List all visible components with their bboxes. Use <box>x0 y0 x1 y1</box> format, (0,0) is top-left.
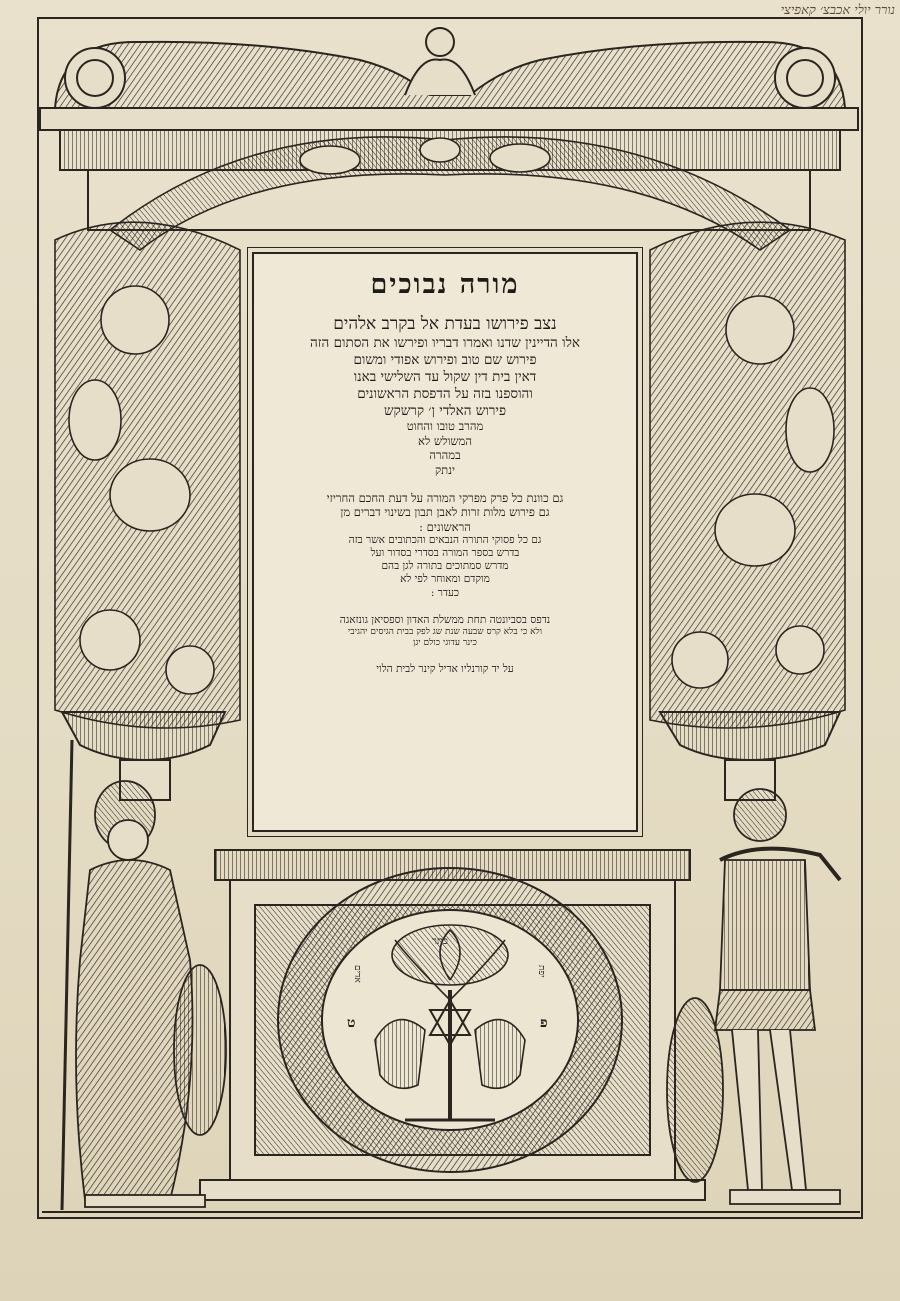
title-line: במהרה <box>429 448 461 463</box>
additions-line: גם פירוש מלות זרות לאבן תבון בשינוי דברים מן <box>340 505 550 520</box>
additions-line: גם כל פסוקי התורה הנבאים והכתובים אשר בזה <box>348 534 542 546</box>
additions-line: מדרש סמתוכים בתורה לגן בהם <box>381 560 509 573</box>
imprint-line: כינר עדוגי כולם יגן <box>413 638 477 648</box>
title-line: דאין בית דין שקול עד השלישי באנו <box>353 368 537 385</box>
left-armored-figure <box>62 740 226 1210</box>
top-scroll-ornament <box>55 28 845 108</box>
cornice <box>40 108 858 130</box>
additions-line: מוקדם ומאוחר לפי לא <box>400 573 490 586</box>
printers-mark-crown-label: כתר <box>432 936 448 947</box>
left-fruit-column <box>55 222 240 728</box>
title-text-panel <box>252 252 638 832</box>
left-vase <box>62 712 225 800</box>
additions-line: בדרש בספר המורה בסדרי בסדור ועל <box>370 547 520 560</box>
additions-line: גם כוונת כל פרק מפרקי המורה על דעת החכם החריזי <box>326 490 564 505</box>
printers-mark-left-word: אדים <box>352 965 362 983</box>
additions-line: כעדר : <box>430 586 460 599</box>
title-line: אלו הדיינין שדנו ואמרו דבריו ופירשו את הסתום הזה <box>310 335 580 351</box>
right-vase <box>660 712 840 800</box>
printers-mark-left-letter: ט <box>347 1015 356 1031</box>
title-line: פירוש האלדי ן׳ קרשקש <box>383 402 507 419</box>
book-title: מורה נבוכים <box>370 269 520 300</box>
book-subtitle: נצב פירושו בעדת אל בקרב אלהים <box>333 313 557 334</box>
additions-line: הראשונים : <box>419 519 471 534</box>
printers-mark-right-letter: פ <box>540 1015 548 1031</box>
imprint-line: ולא כי בלא קרס שבעה שנת שג לפק בבית הגיסים יהגיבי <box>347 626 543 637</box>
printer-line: על יד קורנליו אדיל קינר לבית הלוי <box>376 663 514 676</box>
title-line: ינתק <box>435 462 455 477</box>
title-line: מהרב טובו והחוט <box>406 419 484 434</box>
printers-mark-right-word: יפת <box>536 965 546 978</box>
right-fruit-column <box>650 222 845 728</box>
title-line: והוספנו בזה על הדפסת הראשונים <box>357 385 533 402</box>
right-armored-figure <box>667 789 840 1204</box>
title-line: פירוש שם טוב ופירוש אפודי ומשום <box>353 351 537 368</box>
title-line: המשולש לא <box>418 433 472 448</box>
imprint-line: נדפס בסביונטה תחת ממשלת האדון וספסיאן גונזאגה <box>339 613 551 626</box>
handwritten-inscription: נורר יולי אכבצ׳ קאפיצי <box>780 3 895 18</box>
